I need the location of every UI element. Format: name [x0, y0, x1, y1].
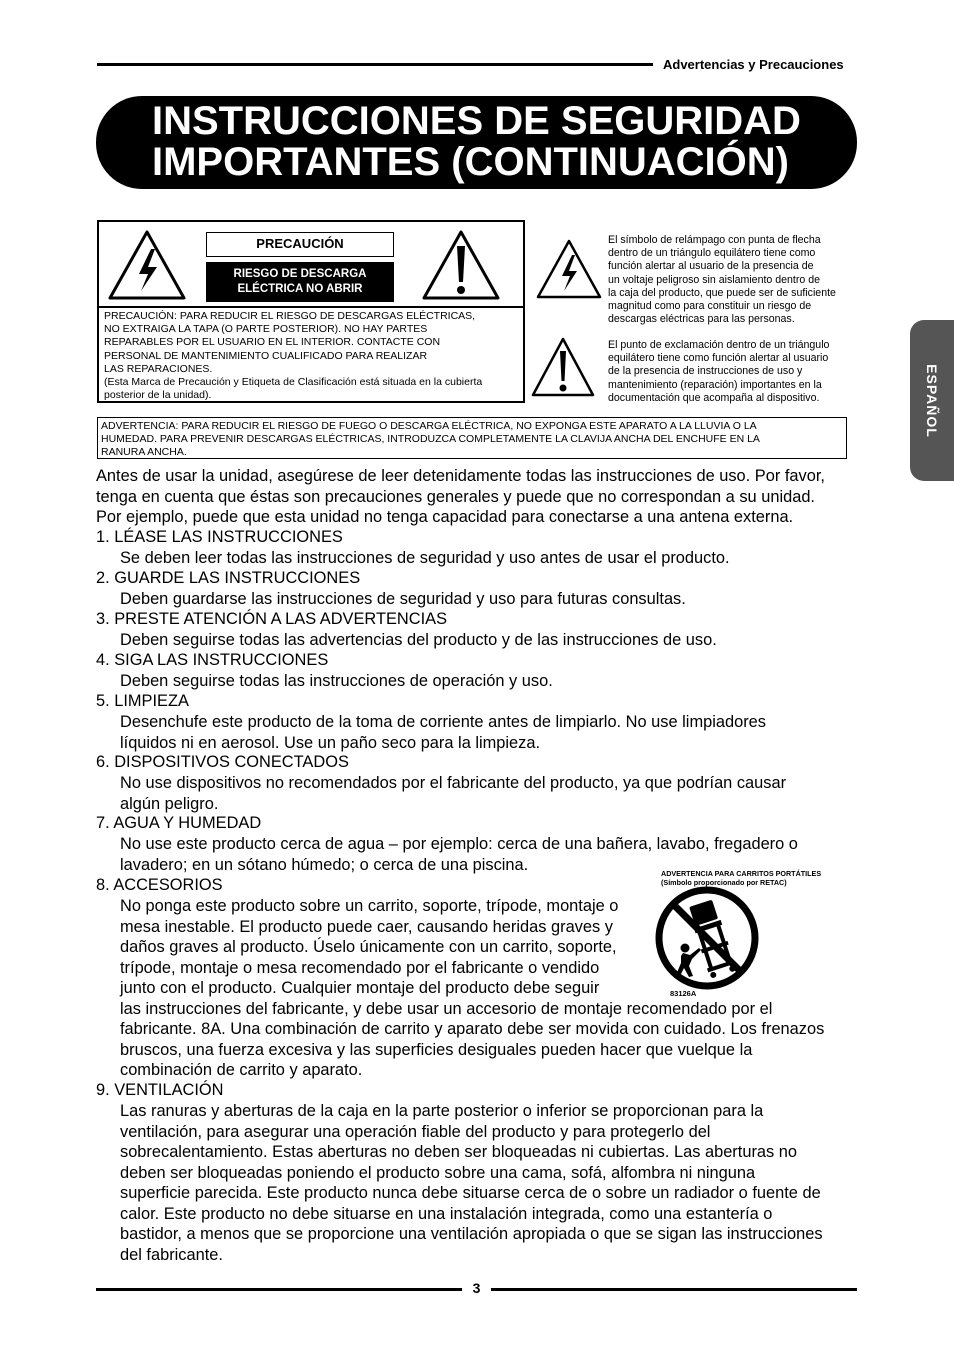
item-body — [120, 548, 730, 569]
item-line: ventilación, para asegurar una operación fiable del producto y para protegerlo del — [120, 1122, 711, 1141]
caution-label-header — [99, 222, 523, 308]
caution-line: (Esta Marca de Precaución y Etiqueta de Clasificación está situada en la cubierta — [104, 376, 483, 389]
item-body — [120, 630, 717, 651]
item-line: Deben seguirse todas las advertencias del producto y de las instrucciones de uso. — [120, 631, 717, 649]
symbol-text-line: magnitud como para constituir un riesgo de — [608, 300, 812, 313]
symbol-text-line: equilátero tiene como función alertar al usuario — [608, 352, 829, 365]
cart-caption-line: (Símbolo proporcionado por RETAC) — [661, 878, 787, 887]
lightning-triangle-icon — [535, 238, 603, 300]
item-line: líquidos ni en aerosol. Use un paño seco para la limpieza. — [120, 733, 541, 752]
symbol-text-line: El símbolo de relámpago con punta de flecha — [608, 234, 821, 246]
item-line: Las ranuras y aberturas de la caja en la parte posterior o inferior se proporcionan para la — [120, 1102, 764, 1120]
caution-line: PERSONAL DE MANTENIMIENTO CUALIFICADO PARA REALIZAR — [104, 349, 428, 362]
cart-warning-code: 83126A — [670, 989, 697, 998]
exclamation-triangle-icon — [421, 229, 501, 301]
item-line: daños graves al producto. Úselo únicamente con un carrito, soporte, — [120, 938, 617, 956]
warning-line: ADVERTENCIA: PARA REDUCIR EL RIESGO DE FUEGO O DESCARGA ELÉCTRICA, NO EXPONGA ESTE APARATO A LA LLUVIA O LA — [101, 420, 757, 432]
item-line: calor. Este producto no debe situarse en una instalación integrada, como una estantería o — [120, 1204, 773, 1223]
language-label: ESPAÑOL — [924, 363, 941, 438]
title-line-2: IMPORTANTES (CONTINUACIÓN) — [152, 140, 789, 184]
risk-label — [206, 262, 394, 302]
item-line: trípode, montaje o mesa recomendado por el fabricante o vendido — [120, 958, 600, 977]
item-title: 3. PRESTE ATENCIÓN A LAS ADVERTENCIAS — [96, 610, 447, 628]
header-rule — [97, 63, 653, 66]
footer-rule-left — [96, 1288, 462, 1291]
cart-tipover-warning-icon — [655, 886, 759, 990]
symbol-text-line: función alertar al usuario de la presencia de — [608, 260, 814, 273]
symbol-text-line: mantenimiento (reparación) importantes en la — [608, 378, 822, 391]
item-line: mesa inestable. El producto puede caer, causando heridas graves y — [120, 917, 613, 936]
item-body — [120, 589, 686, 610]
caution-line: REPARABLES POR EL USUARIO EN EL INTERIOR. CONTACTE CON — [104, 336, 441, 349]
risk-line-2: ELÉCTRICA NO ABRIR — [237, 283, 363, 295]
cart-warning-caption — [661, 869, 851, 887]
item-line: bruscos, una fuerza excesiva y las superficies desiguales pueden hacer que vuelque la — [120, 1040, 753, 1059]
symbol-text-line: un voltaje peligroso sin aislamiento dentro de — [608, 273, 821, 286]
item-line: combinación de carrito y aparato. — [120, 1061, 363, 1079]
item-line: No use dispositivos no recomendados por el fabricante del producto, ya que podrían causar — [120, 774, 787, 792]
lightning-triangle-icon — [107, 229, 187, 301]
item-body — [120, 712, 766, 753]
lightning-symbol-description — [608, 234, 852, 326]
warning-line: RANURA ANCHA. — [101, 446, 187, 459]
item-line: sobrecalentamiento. Estas aberturas no deben ser bloqueadas ni cubiertas. Las aberturas no — [120, 1143, 797, 1161]
exclamation-symbol-description — [608, 339, 852, 405]
symbol-text-line: de la presencia de instrucciones de uso y — [608, 365, 803, 378]
symbol-text-line: la caja del producto, que puede ser de suficiente — [608, 286, 836, 299]
cart-caption-line: ADVERTENCIA PARA CARRITOS PORTÁTILES — [661, 869, 822, 878]
warning-box — [97, 417, 847, 459]
item-body — [120, 1101, 860, 1265]
item-body — [120, 773, 786, 814]
item-title: 2. GUARDE LAS INSTRUCCIONES — [96, 569, 361, 587]
intro-paragraph — [96, 466, 861, 528]
symbol-text-line: documentación que acompaña al dispositivo. — [608, 391, 820, 404]
item-body — [120, 671, 553, 692]
risk-line-1: RIESGO DE DESCARGA — [233, 268, 367, 280]
item-line: No use este producto cerca de agua – por ejemplo: cerca de una bañera, lavabo, fregadero o — [120, 835, 798, 853]
footer-rule-right — [491, 1288, 857, 1291]
intro-line: Antes de usar la unidad, asegúrese de leer detenidamente todas las instrucciones de uso. Por favor, — [96, 467, 825, 485]
warning-line: HUMEDAD. PARA PREVENIR DESCARGAS ELÉCTRICAS, INTRODUZCA COMPLETAMENTE LA CLAVIJA ANCHA DEL ENCHUFE EN LA — [101, 433, 760, 446]
item-title: 4. SIGA LAS INSTRUCCIONES — [96, 651, 329, 669]
caution-line: NO EXTRAIGA LA TAPA (O PARTE POSTERIOR). NO HAY PARTES — [104, 323, 428, 336]
symbol-text-line: dentro de un triángulo equilátero tiene como — [608, 247, 816, 260]
caution-line: PRECAUCIÓN: PARA REDUCIR EL RIESGO DE DESCARGAS ELÉCTRICAS, — [104, 310, 476, 322]
item-title: 5. LIMPIEZA — [96, 692, 189, 710]
item-line: deben ser bloqueadas poniendo el producto sobre una cama, sofá, alfombra ni ninguna — [120, 1163, 756, 1182]
intro-line: Por ejemplo, puede que esta unidad no tenga capacidad para conectarse a una antena externa. — [96, 508, 794, 526]
item-line: Deben seguirse todas las instrucciones de operación y uso. — [120, 672, 553, 690]
item-line: algún peligro. — [120, 794, 219, 813]
section-header: Advertencias y Precauciones — [663, 57, 844, 72]
item-line: Desenchufe este producto de la toma de corriente antes de limpiarlo. No use limpiadores — [120, 713, 766, 731]
precaucion-label: PRECAUCIÓN — [206, 232, 394, 257]
exclamation-triangle-icon — [530, 336, 596, 398]
item-line: No ponga este producto sobre un carrito, soporte, trípode, montaje o — [120, 897, 619, 915]
title-banner — [96, 96, 857, 189]
caution-label-box — [97, 220, 525, 403]
item-line: las instrucciones del fabricante, y debe usar un accesorio de montaje recomendado por el — [120, 999, 773, 1018]
item-line: Deben guardarse las instrucciones de seguridad y uso para futuras consultas. — [120, 590, 686, 608]
symbol-text-line: descargas eléctricas para las personas. — [608, 313, 795, 326]
caution-text — [104, 310, 520, 402]
item-line: bastidor, a menos que se proporcione una ventilación apropiada o que se sigan las instrucciones — [120, 1225, 823, 1243]
page-title — [152, 101, 801, 183]
item-line: del fabricante. — [120, 1245, 223, 1264]
intro-line: tenga en cuenta que éstas son precauciones generales y puede que no correspondan a su unidad. — [96, 487, 815, 506]
item-title: 9. VENTILACIÓN — [96, 1081, 224, 1099]
item-line: fabricante. 8A. Una combinación de carrito y aparato debe ser movida con cuidado. Los frenazos — [120, 1020, 825, 1038]
item-line: Se deben leer todas las instrucciones de seguridad y uso antes de usar el producto. — [120, 549, 730, 567]
language-tab — [910, 320, 954, 481]
item-title: 7. AGUA Y HUMEDAD — [96, 814, 262, 832]
item-line: superficie parecida. Este producto nunca debe situarse cerca de o sobre un radiador o fuente de — [120, 1184, 821, 1202]
item-title: 8. ACCESORIOS — [96, 876, 223, 894]
page-number: 3 — [472, 1280, 481, 1296]
caution-line: LAS REPARACIONES. — [104, 362, 213, 375]
title-line-1: INSTRUCCIONES DE SEGURIDAD — [152, 99, 801, 143]
caution-line: posterior de la unidad). — [104, 389, 212, 402]
item-title: 1. LÉASE LAS INSTRUCCIONES — [96, 528, 343, 546]
symbol-text-line: El punto de exclamación dentro de un triángulo — [608, 339, 830, 351]
item-line: lavadero; en un sótano húmedo; o cerca de una piscina. — [120, 855, 529, 874]
item-title: 6. DISPOSITIVOS CONECTADOS — [96, 753, 349, 771]
item-line: junto con el producto. Cualquier montaje del producto debe seguir — [120, 979, 600, 997]
